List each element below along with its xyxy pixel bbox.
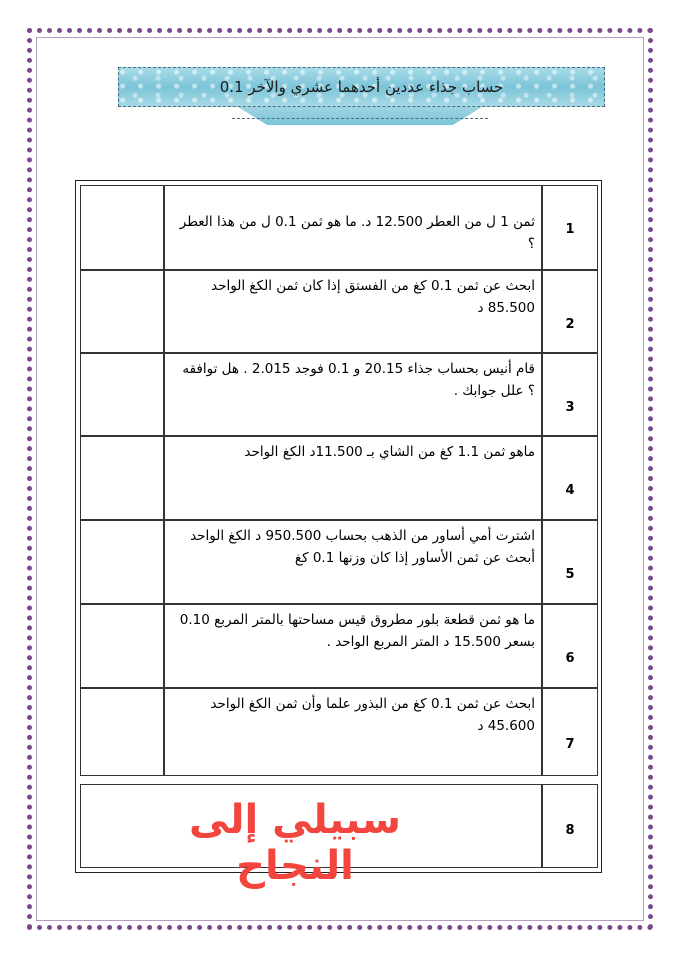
question-text: ابحث عن ثمن 0.1 كغ من البذور علما وأن ثمن الكغ الواحد 45.600 د [210, 696, 535, 734]
row-number-cell [542, 688, 598, 776]
question-cell [164, 520, 542, 604]
question-text: ثمن 1 ل من العطر 12.500 د. ما هو ثمن 0.1 ل من هذا العطر ؟ [179, 214, 535, 252]
question-text: ابحث عن ثمن 0.1 كغ من الفستق إذا كان ثمن الكغ الواحد 85.500 د [211, 278, 535, 316]
row-number-cell [542, 270, 598, 353]
table-row [80, 784, 598, 889]
table-row [80, 688, 598, 776]
answer-cell[interactable] [80, 353, 164, 436]
row-number: 1 [565, 222, 575, 237]
table-row [80, 604, 598, 688]
table-row [80, 436, 598, 520]
row-number: 5 [565, 567, 575, 582]
question-text: قام أنيس بحساب جذاء 20.15 و 0.1 فوجد 2.015 . هل توافقه ؟ علل جوابك . [182, 361, 535, 399]
question-cell [164, 436, 542, 520]
row-number: 7 [565, 737, 575, 752]
table-row [80, 185, 598, 270]
answer-cell[interactable] [80, 604, 164, 688]
title-banner [118, 67, 605, 107]
question-text: اشترت أمي أساور من الذهب بحساب 950.500 د الكغ الواحد أبحث عن ثمن الأساور إذا كان وزنها 0.1 كغ [190, 528, 535, 566]
question-text: ما هو ثمن قطعة بلور مطروق قيس مساحتها بالمتر المربع 0.10 بسعر 15.500 د المتر المربع الواحد . [179, 612, 535, 650]
question-cell [164, 353, 542, 436]
answer-cell[interactable] [80, 688, 164, 776]
row-number: 8 [565, 823, 575, 838]
question-cell [164, 270, 542, 353]
row-number: 2 [565, 317, 575, 332]
answer-cell[interactable] [80, 185, 164, 270]
row-number-cell [542, 436, 598, 520]
slogan-text: سبيلي إلى النجاح [189, 797, 401, 889]
page-title: حساب جذاء عددين أحدهما عشري والآخر 0.1 [219, 78, 504, 96]
answer-cell[interactable] [80, 520, 164, 604]
row-number-cell [542, 520, 598, 604]
exercise-table [75, 180, 602, 889]
row-number-cell [542, 784, 598, 868]
table-row [80, 520, 598, 604]
question-cell [164, 185, 542, 270]
row-number-cell [542, 353, 598, 436]
table-row [80, 353, 598, 436]
slogan-cell [80, 784, 542, 889]
row-number: 6 [565, 651, 575, 666]
banner-arrow [232, 118, 488, 129]
answer-cell[interactable] [80, 270, 164, 353]
question-text: ماهو ثمن 1.1 كغ من الشاي بـ 11.500د الكغ الواحد [244, 444, 535, 460]
question-cell [164, 604, 542, 688]
row-number: 3 [565, 400, 575, 415]
row-number-cell [542, 185, 598, 270]
row-number: 4 [565, 483, 575, 498]
question-cell [164, 688, 542, 776]
table-row [80, 270, 598, 353]
row-number-cell [542, 604, 598, 688]
answer-cell[interactable] [80, 436, 164, 520]
